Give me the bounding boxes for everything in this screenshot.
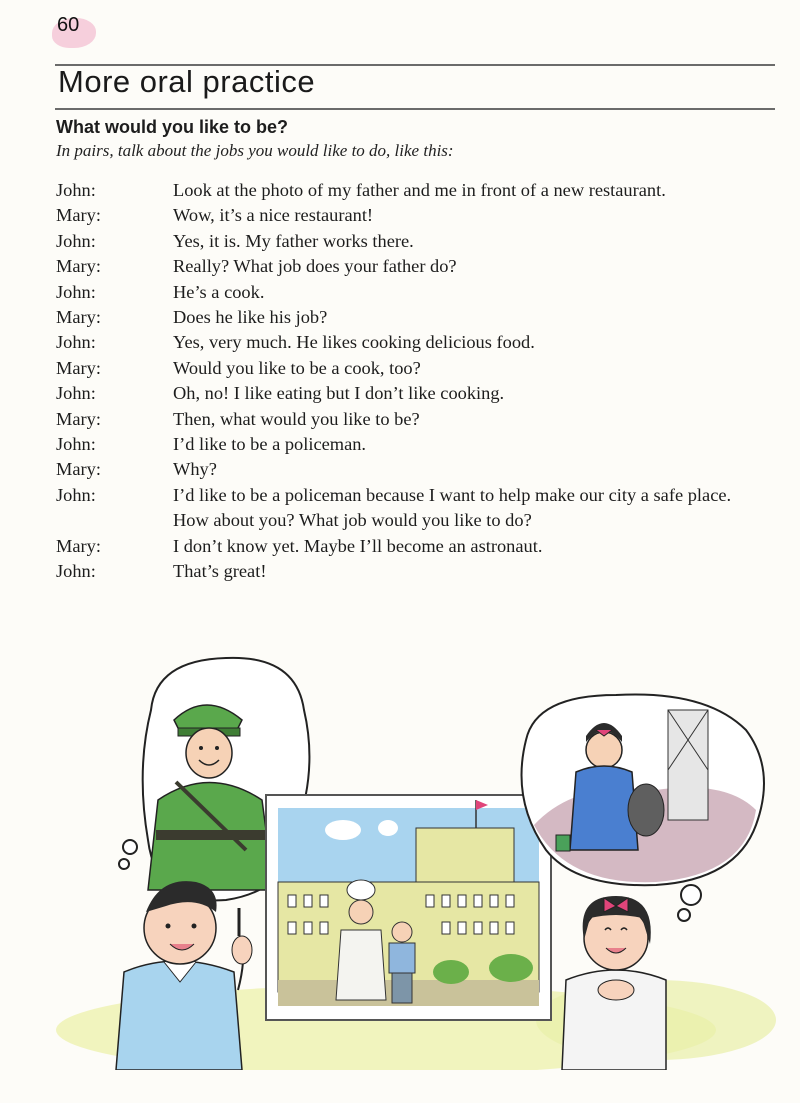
utterance: Why? (173, 459, 217, 480)
speaker: Mary: (56, 459, 101, 480)
speaker: John: (56, 484, 96, 505)
utterance: Look at the photo of my father and me in front of a new restaurant. (173, 180, 666, 200)
utterance: Does he like his job? (173, 307, 328, 328)
utterance: Yes, very much. He likes cooking delicious food. (173, 332, 535, 353)
utterance: He’s a cook. (173, 281, 265, 302)
dialogue-line (56, 280, 746, 305)
utterance: Would you like to be a cook, too? (173, 357, 421, 378)
speaker: Mary: (56, 535, 101, 556)
speaker: John: (56, 230, 96, 251)
speaker: Mary: (56, 357, 101, 378)
page-number: 60 (57, 14, 80, 36)
dialogue-line (56, 305, 746, 330)
dialogue-line (56, 483, 746, 534)
utterance: That’s great! (173, 561, 267, 582)
title-bottom-rule (55, 108, 775, 110)
girl-mary (562, 896, 666, 1070)
dialogue (56, 178, 746, 585)
speaker: Mary: (56, 256, 101, 277)
dialogue-line (56, 229, 746, 254)
kids-dreaming-of-jobs-illustration (56, 650, 780, 1070)
speaker: Mary: (56, 307, 101, 328)
utterance: Oh, no! I like eating but I don’t like cooking. (173, 383, 505, 404)
utterance: I’d like to be a policeman. (173, 434, 367, 455)
speaker: John: (56, 281, 96, 302)
utterance: Yes, it is. My father works there. (173, 230, 414, 251)
dialogue-line (56, 254, 746, 279)
utterance: Wow, it’s a nice restaurant! (173, 205, 374, 226)
speaker: John: (56, 180, 96, 200)
dialogue-line (56, 330, 746, 355)
subheading: What would you like to be? (56, 117, 288, 137)
speaker: John: (56, 434, 96, 455)
utterance: Then, what would you like to be? (173, 408, 420, 429)
dialogue-line (56, 432, 746, 457)
restaurant-photo (266, 795, 551, 1020)
speaker: John: (56, 383, 96, 404)
utterance: Really? What job does your father do? (173, 256, 457, 277)
dialogue-line (56, 559, 746, 584)
dialogue-line (56, 534, 746, 559)
dialogue-line (56, 178, 746, 203)
dialogue-line (56, 356, 746, 381)
utterance: I don’t know yet. Maybe I’ll become an astronaut. (173, 535, 543, 556)
speaker: John: (56, 332, 96, 353)
speaker: Mary: (56, 408, 101, 429)
utterance: I’d like to be a policeman because I want to help make our city a safe place. How about you? What job would you like to do? (173, 484, 732, 531)
boy-john (116, 881, 252, 1070)
dialogue-line (56, 381, 746, 406)
speaker: John: (56, 561, 96, 582)
dialogue-line (56, 407, 746, 432)
dialogue-line (56, 457, 746, 482)
dialogue-line (56, 203, 746, 228)
instruction: In pairs, talk about the jobs you would like to do, like this: (56, 141, 454, 160)
section-title: More oral practice (58, 64, 316, 99)
speaker: Mary: (56, 205, 101, 226)
